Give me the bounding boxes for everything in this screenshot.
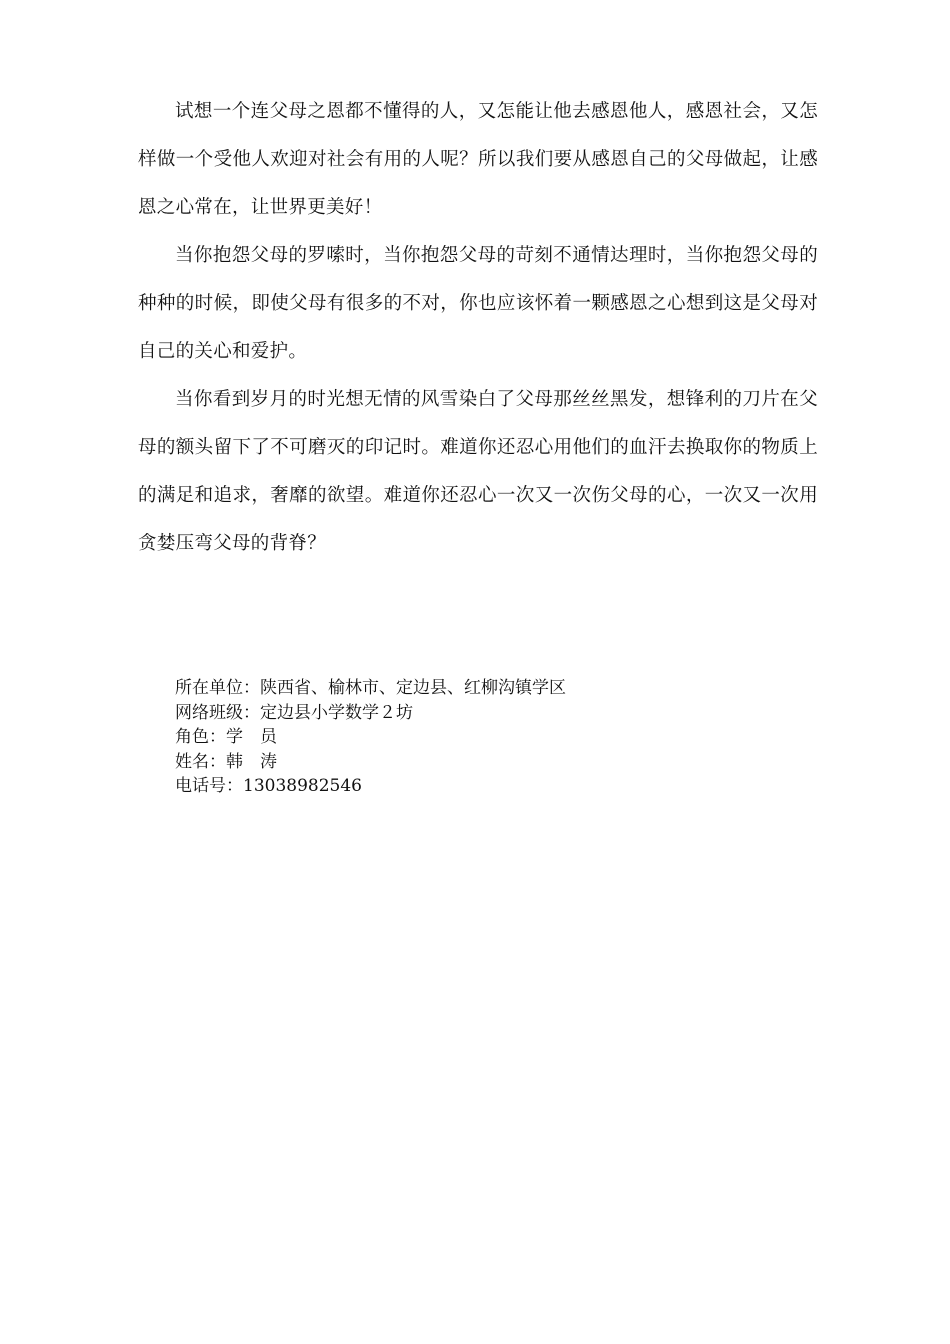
- essay-body: [138, 88, 818, 568]
- info-phone: 电话号：13038982546: [175, 776, 362, 796]
- paragraph: 试想一个连父母之恩都不懂得的人，又怎能让他去感恩他人，感恩社会，又怎样做一个受他人欢迎对社会有用的人呢？所以我们要从感恩自己的父母做起，让感恩之心常在，让世界更美好！: [138, 101, 818, 218]
- info-class: 网络班级：定边县小学数学２坊: [175, 702, 413, 723]
- info-role: 角色：学 员: [175, 727, 277, 747]
- paragraph: 当你抱怨父母的罗嗦时，当你抱怨父母的苛刻不通情达理时，当你抱怨父母的种种的时候，即使父母有很多的不对，你也应该怀着一颗感恩之心想到这是父母对自己的关心和爱护。: [138, 245, 818, 362]
- author-info: [175, 676, 775, 799]
- info-name: 姓名：韩 涛: [175, 751, 277, 772]
- paragraph: 当你看到岁月的时光想无情的风雪染白了父母那丝丝黑发，想锋利的刀片在父母的额头留下了不可磨灭的印记时。难道你还忍心用他们的血汗去换取你的物质上的满足和追求，奢靡的欲望。难道你还忍心一次又一次伤父母的心，一次又一次用贪婪压弯父母的背脊？: [138, 389, 818, 554]
- info-unit: 所在单位：陕西省、榆林市、定边县、红柳沟镇学区: [175, 678, 566, 698]
